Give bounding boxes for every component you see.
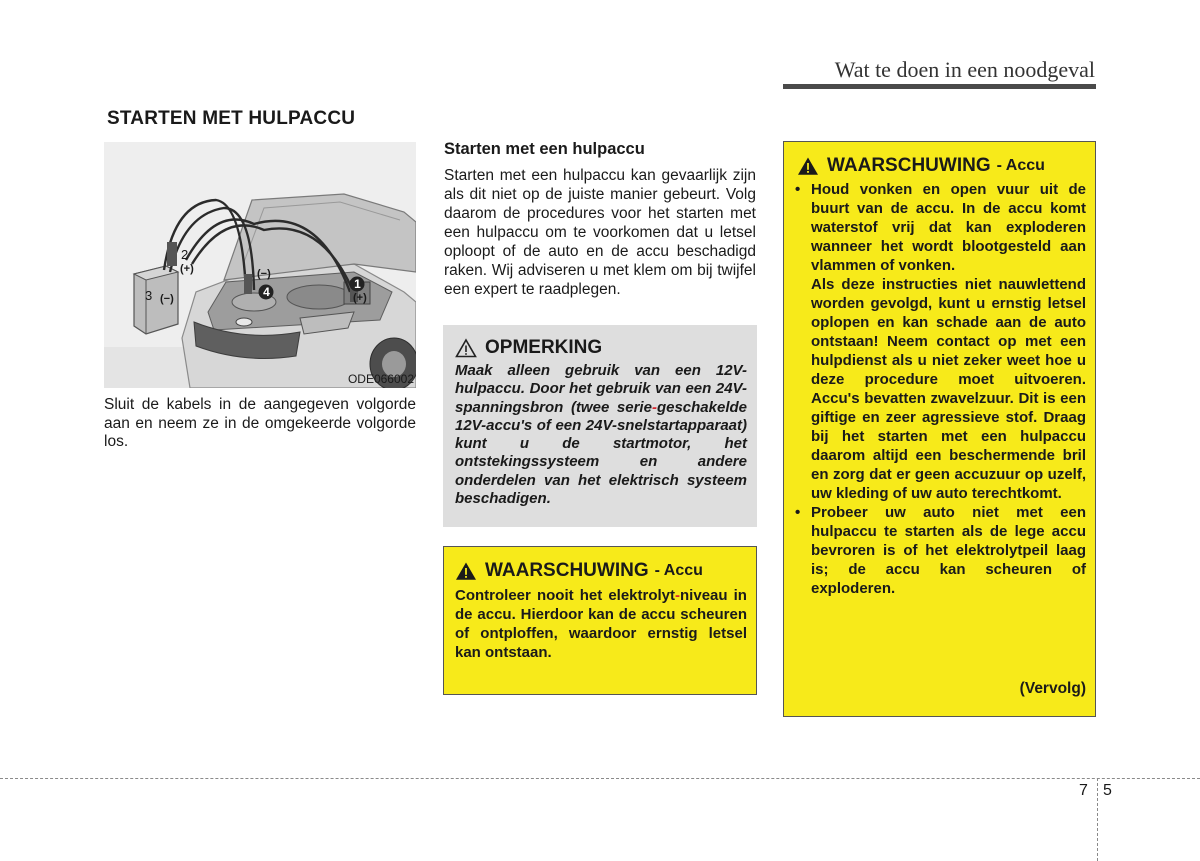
warning-list-item (795, 503, 1086, 598)
warning1-text-part-b: niveau in de accu. Hierdoor kan de accu scheuren of ontploffen, waardoor ernstig letsel kan ontstaan. (455, 587, 747, 661)
continued-label: (Vervolg) (1019, 680, 1086, 697)
callout-4: 4 (263, 285, 270, 299)
warning1-text-part-a: Controleer nooit het elektrolyt (455, 587, 676, 604)
warning-item-1-para-1: Houd vonken en open vuur uit de buurt van de accu. In de accu komt waterstof vrij dat kan exploderen wanneer het wordt blootgesteld aan vlammen of vonken. (811, 181, 1086, 274)
callout-minus-4: (−) (257, 268, 271, 280)
warning-title-2 (797, 155, 1045, 177)
note-title (455, 337, 602, 359)
note-text-part-b: geschakelde 12V-accu's of een 24V-snelstartapparaat) kunt u de startmotor, het ontstekingssysteem en andere onderdelen van het elektrisch systeem beschadigen. (455, 398, 747, 508)
note-title-text: OPMERKING (485, 337, 603, 358)
warning-subtitle-2: - Accu (996, 157, 1045, 174)
callout-2: 2 (181, 247, 189, 262)
note-text (455, 362, 747, 508)
footer-divider (0, 778, 1200, 779)
warning-list-item (795, 180, 1086, 503)
callout-plus-2: (+) (180, 263, 194, 275)
warning-text-1 (455, 586, 747, 662)
page-number: 5 (1103, 782, 1112, 799)
note-text-part-a: Maak alleen gebruik van een 12V-hulpaccu. Door het gebruik van een 24V-spanningsbron (twee serie (455, 362, 747, 416)
warning-title-1 (455, 560, 703, 582)
warning-triangle-icon (455, 561, 477, 581)
warning-item-2: Probeer uw auto niet met een hulpaccu te starten als de lege accu bevroren is of het elektrolytpeil laag is; de accu kan scheuren of exploderen. (811, 504, 1086, 597)
warning-title-2-text: WAARSCHUWING (827, 155, 991, 176)
callout-3: 3 (145, 288, 153, 303)
bullet: • (795, 181, 801, 198)
running-header: Wat te doen in een noodgeval (834, 57, 1095, 82)
figure-caption: Sluit de kabels in de aangegeven volgorde aan en neem ze in de omgekeerde volgorde los. (104, 396, 416, 450)
section-title: STARTEN MET HULPACCU (107, 108, 356, 129)
caution-triangle-icon (455, 338, 477, 358)
body-paragraph: Starten met een hulpaccu kan gevaarlijk zijn als dit niet op de juiste manier gebeurt. Volg daarom de procedures voor het starten met een hulpaccu om te voorkomen dat u letsel oploopt of de auto en de accu beschadigd raken. Wij adviseren u met klem om bij twijfel een expert te raadplegen. (444, 167, 756, 298)
jump-start-illustration (104, 142, 416, 388)
callout-minus-3: (−) (160, 293, 174, 305)
chapter-number: 7 (1079, 782, 1088, 799)
bullet: • (795, 504, 801, 521)
warning-list (795, 180, 1086, 598)
figure-code: ODE066002 (347, 372, 414, 386)
warning-subtitle-1: - Accu (654, 562, 703, 579)
warning-triangle-icon (797, 156, 819, 176)
car-engine-bay-drawing (104, 142, 416, 388)
header-rule (783, 84, 1096, 89)
callout-1: 1 (354, 277, 361, 291)
footer-vertical-divider (1097, 778, 1098, 861)
warning-title-1-text: WAARSCHUWING (485, 560, 649, 581)
warning-item-1-para-2: Als deze instructies niet nauwlettend worden gevolgd, kunt u ernstig letsel oplopen en kan schade aan de auto ontstaan! Neem contact op met een hulpdienst als u niet zeker weet hoe u deze procedure moet uitvoeren. Accu's bevatten zwavelzuur. Dit is een giftige en zeer agressieve stof. Draag bij het starten met een hulpaccu daarom altijd een beschermende bril en zorg dat er geen accuzuur op uzelf, uw kleding of uw auto terechtkomt. (811, 276, 1086, 502)
warning1-hyphen: - (675, 587, 681, 604)
subsection-heading: Starten met een hulpaccu (444, 140, 645, 158)
note-hyphen: - (651, 398, 657, 416)
callout-plus-1: (+) (353, 292, 367, 304)
